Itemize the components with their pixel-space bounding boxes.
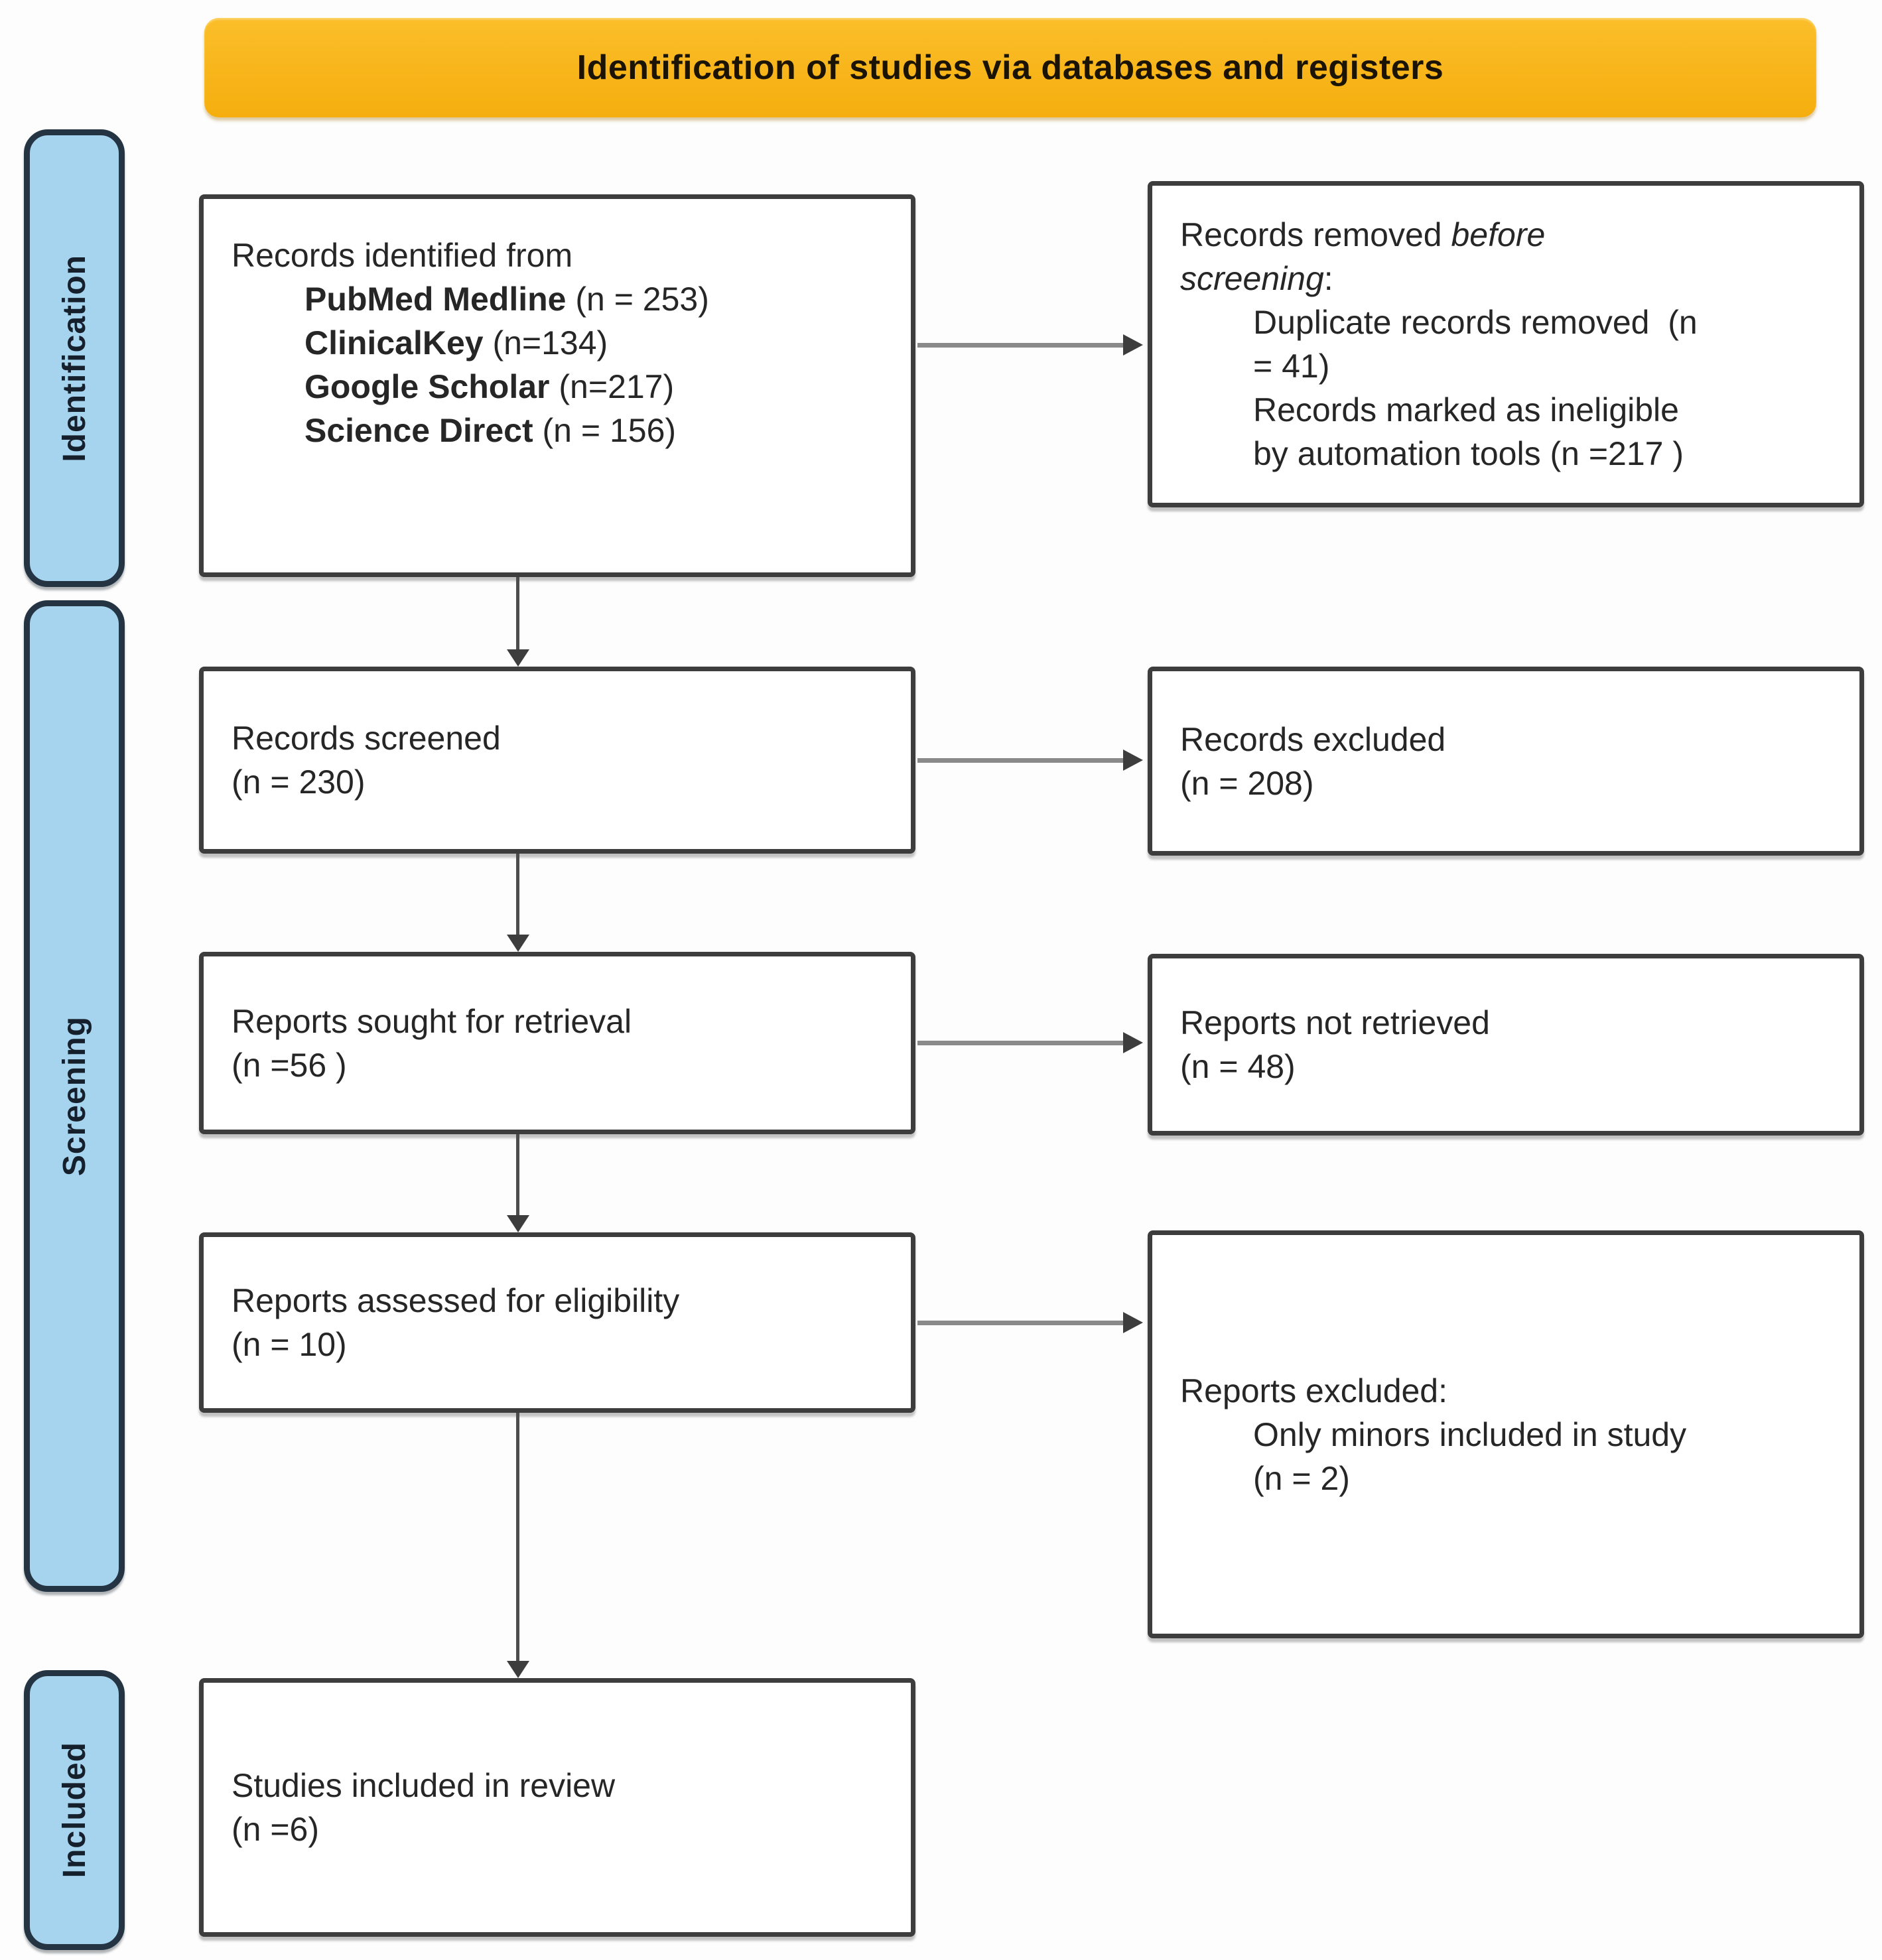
source-count: (n = 156) <box>533 411 677 449</box>
box-line <box>1180 257 1840 300</box>
box-line: Reports sought for retrieval <box>232 1002 632 1040</box>
box-line <box>1180 213 1840 257</box>
text-run: : <box>1323 260 1333 297</box>
source-name: Google Scholar <box>304 367 550 405</box>
arrowhead-right-icon <box>1123 1312 1143 1333</box>
connector-sought-to-not-retrieved <box>917 1041 1123 1045</box>
arrowhead-right-icon <box>1123 750 1143 771</box>
box-records-excluded <box>1148 667 1864 856</box>
source-count: (n=134) <box>483 324 608 361</box>
arrowhead-down-icon <box>507 649 529 667</box>
box-line <box>232 365 891 409</box>
box-line <box>232 321 891 365</box>
box-line: by automation tools (n =217 ) <box>1253 435 1684 472</box>
connector-identified-to-screened <box>516 577 519 651</box>
arrowhead-down-icon <box>507 1215 529 1232</box>
box-line: Reports not retrieved <box>1180 1004 1490 1041</box>
arrowhead-right-icon <box>1123 1032 1143 1053</box>
box-reports-sought <box>199 952 915 1134</box>
text-run: Records removed <box>1180 216 1451 253</box>
box-studies-included <box>199 1678 915 1937</box>
connector-sought-to-assessed <box>516 1134 519 1217</box>
arrowhead-down-icon <box>507 1661 529 1678</box>
box-records-identified <box>199 194 915 577</box>
box-records-removed <box>1148 181 1864 507</box>
box-line: Studies included in review <box>232 1767 616 1804</box>
stage-label-screening-text: Screening <box>56 1015 92 1177</box>
banner-identification-via-databases <box>204 18 1816 117</box>
text-run-italic: screening <box>1180 260 1324 297</box>
stage-label-included-text: Included <box>56 1742 92 1878</box>
connector-identified-to-removed <box>917 343 1123 348</box>
box-line: Reports assessed for eligibility <box>232 1282 680 1319</box>
box-line: = 41) <box>1253 348 1330 385</box>
box-line: (n = 2) <box>1253 1459 1350 1497</box>
box-line: Reports excluded: <box>1180 1372 1448 1409</box>
source-name: Science Direct <box>304 411 533 449</box>
box-line: Records marked as ineligible <box>1253 391 1679 428</box>
box-reports-assessed <box>199 1232 915 1413</box>
box-line <box>232 409 891 452</box>
box-records-screened <box>199 667 915 854</box>
connector-assessed-to-reports-excluded <box>917 1321 1123 1325</box>
box-line: Duplicate records removed (n <box>1253 304 1698 341</box>
box-line: (n =6) <box>232 1811 320 1848</box>
source-count: (n=217) <box>549 367 675 405</box>
source-count: (n = 253) <box>566 280 709 318</box>
box-line: (n = 10) <box>232 1326 347 1363</box>
source-name: ClinicalKey <box>304 324 484 361</box>
box-line: (n = 48) <box>1180 1048 1296 1085</box>
stage-label-screening <box>24 600 125 1592</box>
text-run-italic: before <box>1451 216 1546 253</box>
box-reports-excluded <box>1148 1230 1864 1638</box>
stage-label-identification-text: Identification <box>56 254 92 462</box>
connector-assessed-to-included <box>516 1413 519 1662</box>
box-line: (n = 230) <box>232 763 366 801</box>
arrowhead-down-icon <box>507 935 529 952</box>
source-name: PubMed Medline <box>304 280 567 318</box>
box-line: Records screened <box>232 720 501 757</box>
box-line: (n = 208) <box>1180 764 1314 802</box>
box-line: Records excluded <box>1180 720 1446 758</box>
box-reports-not-retrieved <box>1148 954 1864 1136</box>
arrowhead-right-icon <box>1123 334 1143 356</box>
box-line: Records identified from <box>232 236 573 274</box>
box-line: (n =56 ) <box>232 1046 347 1084</box>
stage-label-identification <box>24 129 125 587</box>
banner-title: Identification of studies via databases and registers <box>576 48 1444 87</box>
box-line: Only minors included in study <box>1253 1415 1687 1453</box>
stage-label-included <box>24 1670 125 1950</box>
connector-screened-to-excluded <box>917 758 1123 763</box>
box-line <box>232 277 891 321</box>
connector-screened-to-sought <box>516 854 519 937</box>
